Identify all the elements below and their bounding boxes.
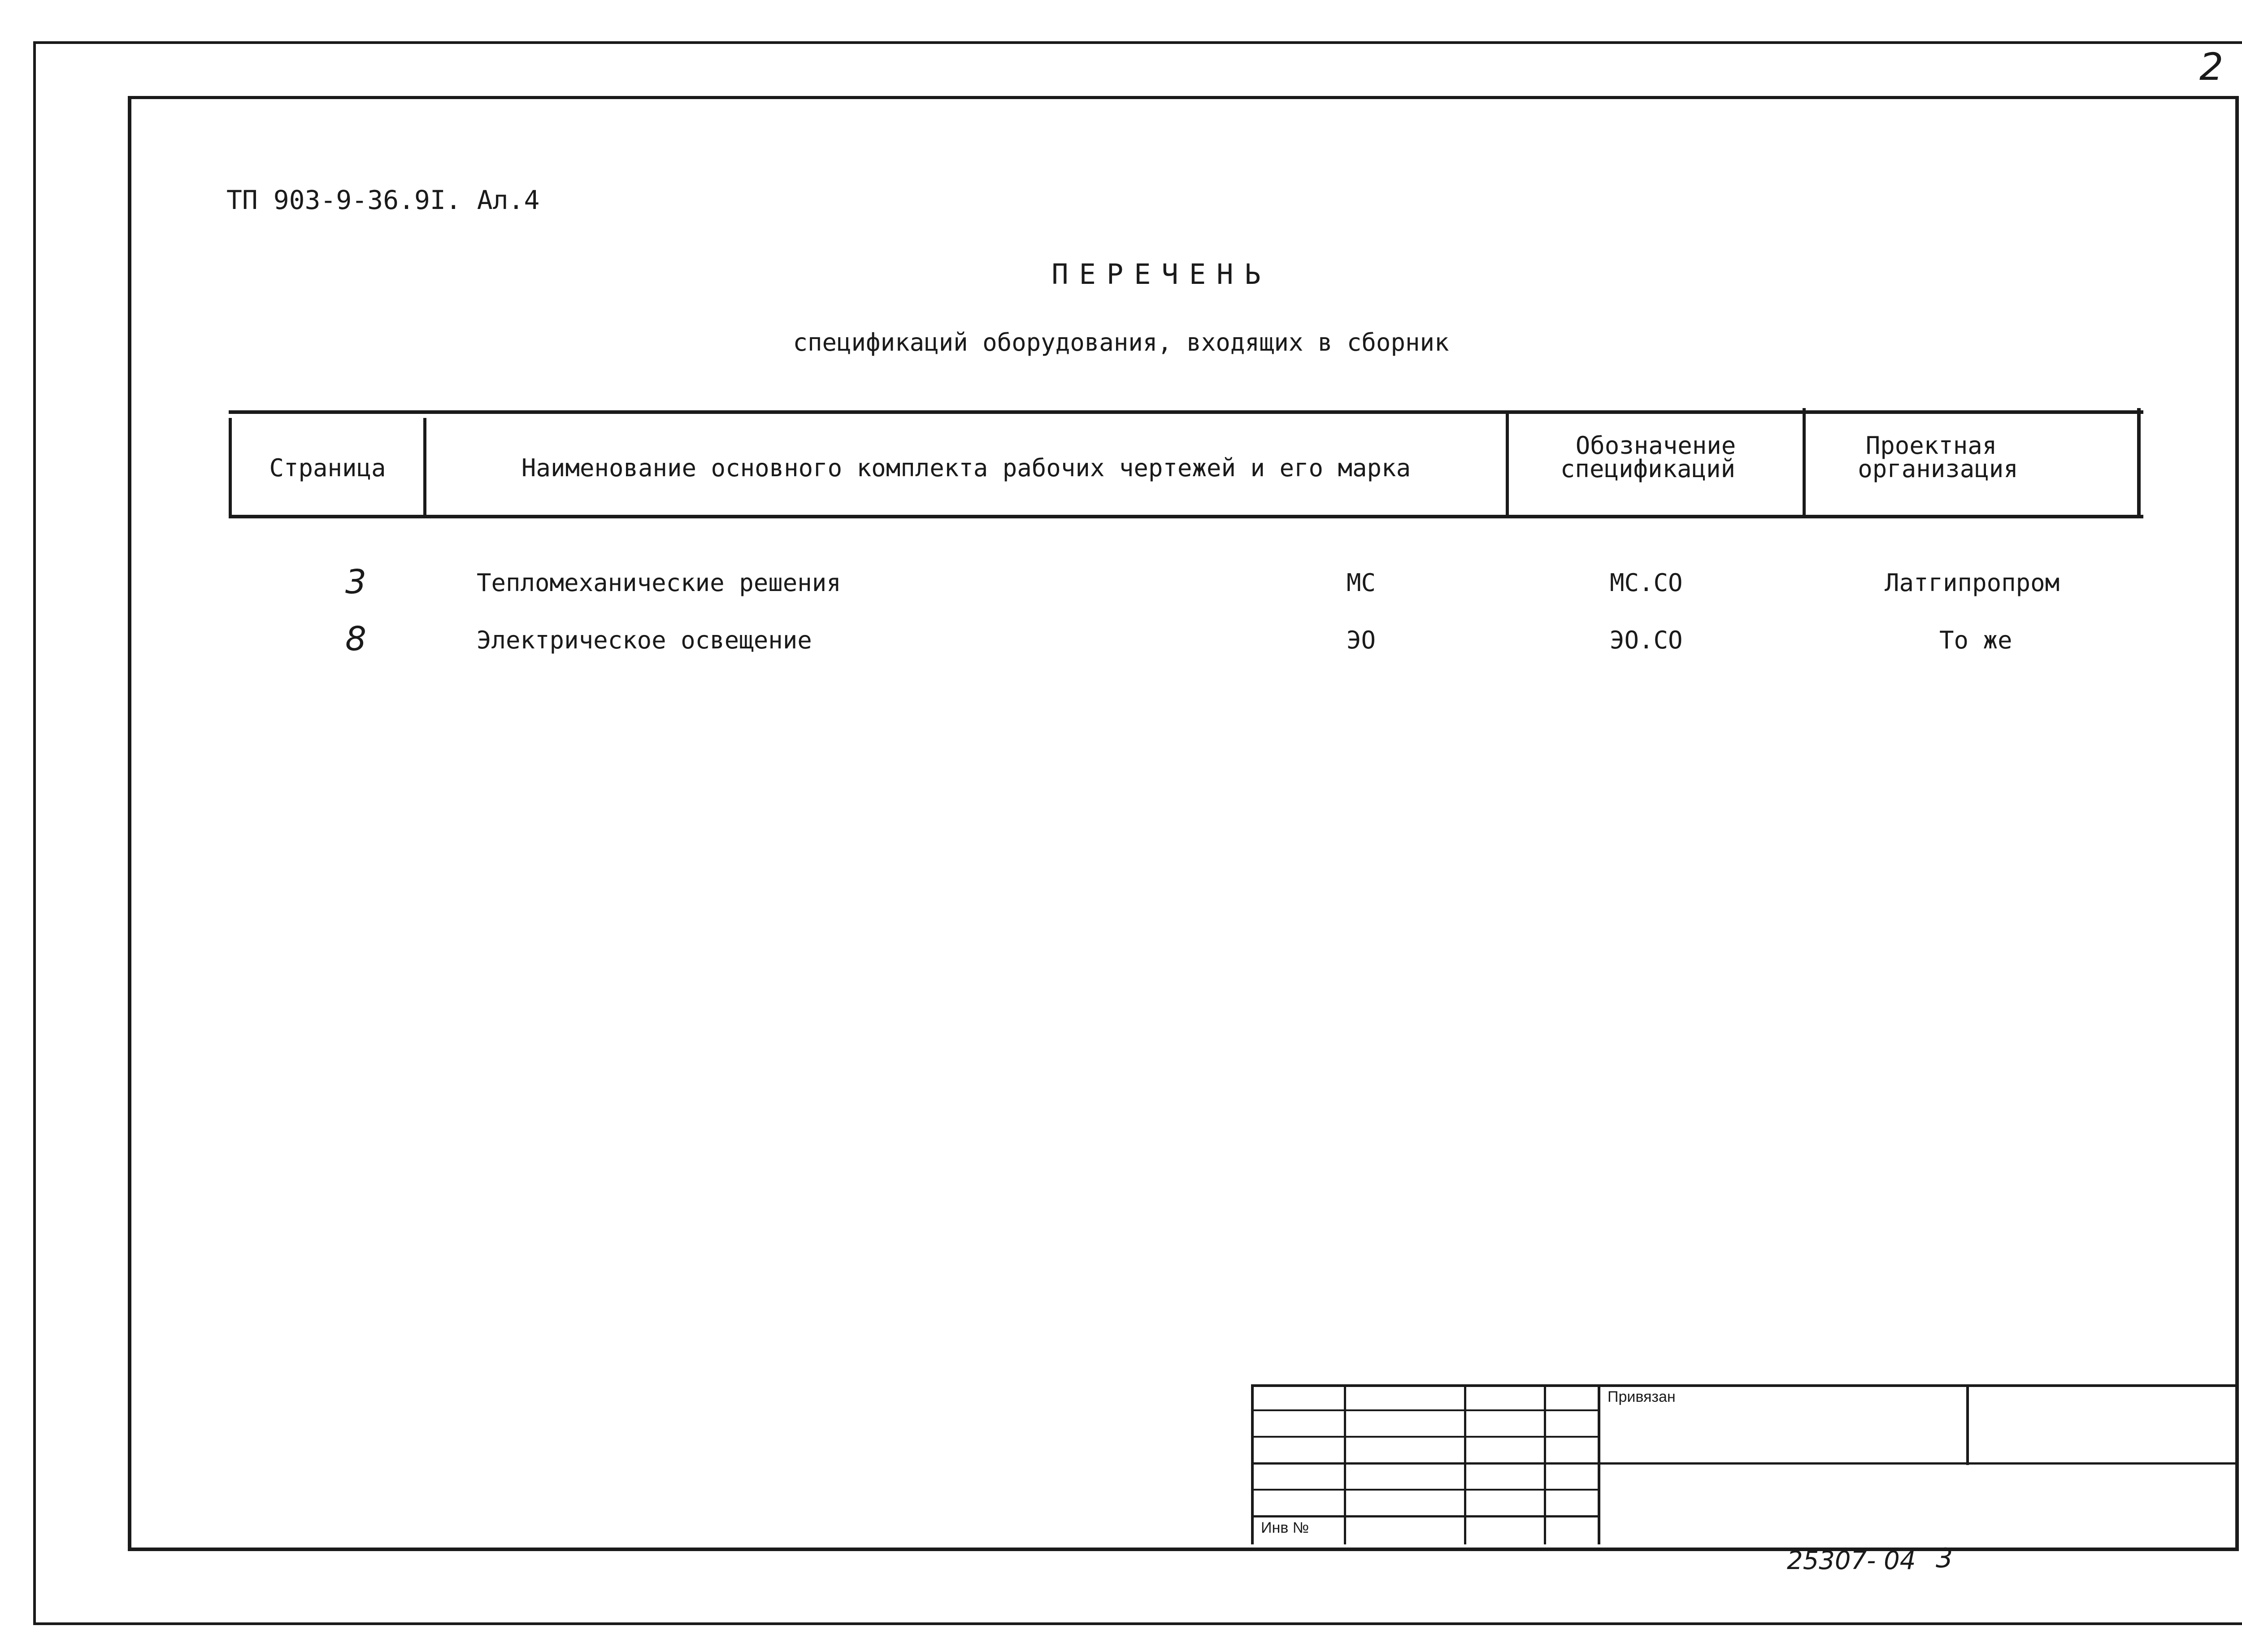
header-designation-line2: спецификаций [1560,455,1736,483]
document-code: ТП 903-9-36.9I. Ал.4 [226,185,540,215]
header-name: Наименование основного комплекта рабочих чертежей и его марка [521,454,1411,482]
row-page: 3 [345,563,367,601]
table-header-divider [1803,408,1806,518]
row-designation: МС.СО [1610,569,1683,597]
stamp-grid-row [1251,1462,2235,1465]
row-mark: МС [1347,569,1376,597]
footer-sheet-number: 3 [1936,1543,1953,1574]
footer-code: 25307- 04 [1787,1546,1916,1575]
stamp-grid-row [1251,1515,1600,1517]
page-title: ПЕРЕЧЕНЬ [1051,258,1272,291]
header-organization-line2: организация [1858,455,2018,483]
page-subtitle: спецификаций оборудования, входящих в сборник [793,328,1449,356]
table-header-top-line [229,410,2143,414]
stamp-grid-row [1251,1409,1600,1411]
table-header-divider [423,418,426,518]
table-header-divider [229,418,232,518]
row-designation: ЭО.СО [1610,626,1683,654]
row-organization: Латгипропром [1885,569,2060,597]
header-organization-line1: Проектная [1865,431,1997,460]
table-header-divider [1506,410,1509,518]
stamp-grid-col [1966,1384,1969,1465]
stamp-grid-row [1251,1489,1600,1491]
page-number: 2 [2199,45,2224,89]
row-name: Электрическое освещение [477,626,812,654]
stamp-bound-label: Привязан [1608,1388,1676,1405]
header-page: Страница [269,454,386,482]
stamp-top-line [1251,1384,2235,1387]
table-header-divider [2137,408,2141,518]
header-designation-line1: Обозначение [1575,431,1736,460]
stamp-inventory-label: Инв № [1261,1519,1309,1536]
row-name: Тепломеханические решения [477,569,841,597]
sheet-inner-frame [128,96,2239,1551]
table-header-bottom-line [229,515,2143,518]
row-mark: ЭО [1347,626,1376,654]
row-organization: То же [1939,626,2012,654]
stamp-grid-row [1251,1436,1600,1438]
row-page: 8 [345,620,367,658]
